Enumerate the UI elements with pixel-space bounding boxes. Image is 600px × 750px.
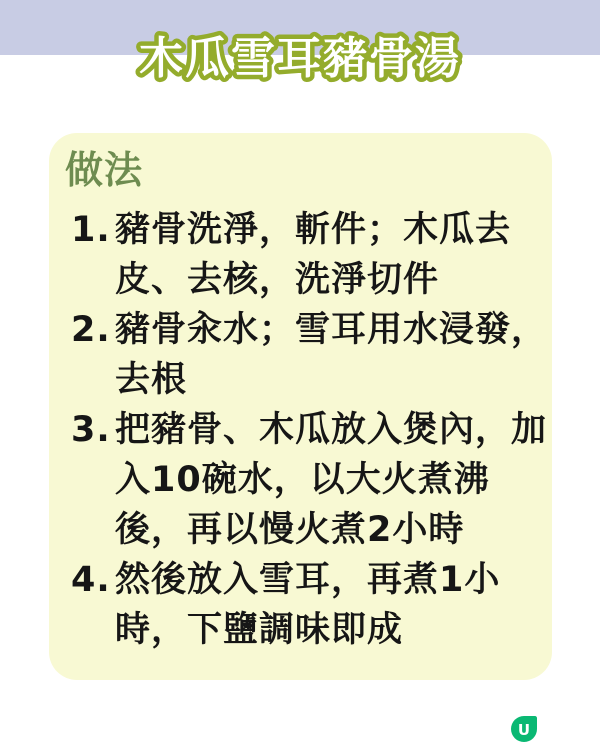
method-heading: 做法 [65,148,144,192]
step-4 [71,555,538,655]
step-1-number: 1. [71,210,111,250]
page-title: 木瓜雪耳豬骨湯 [139,33,461,84]
step-3-line-2: 入10碗水，以大火煮沸 [115,460,490,500]
step-1-line-2: 皮、去核，洗淨切件 [115,260,440,300]
method-steps-list [71,205,548,655]
step-3 [71,405,548,555]
step-3-number: 3. [71,410,111,450]
step-3-line-1: 把豬骨、木瓜放入煲內，加 [115,410,548,450]
step-4-line-2: 時，下鹽調味即成 [115,610,404,650]
step-1 [71,205,538,305]
method-card [49,133,552,680]
step-2 [71,305,548,405]
page-title-banner [0,24,600,96]
step-2-number: 2. [71,310,111,350]
step-1-line-1: 豬骨洗淨，斬件；木瓜去 [115,210,512,250]
step-2-line-1: 豬骨汆水；雪耳用水浸發， [115,310,548,350]
u-lifestyle-logo-letter: U [517,720,531,739]
step-4-number: 4. [71,560,111,600]
u-lifestyle-logo-icon [511,716,537,742]
step-2-line-2: 去根 [115,360,188,400]
step-4-line-1: 然後放入雪耳，再煮1小 [115,560,501,600]
step-3-line-3: 後，再以慢火煮2小時 [115,510,465,550]
